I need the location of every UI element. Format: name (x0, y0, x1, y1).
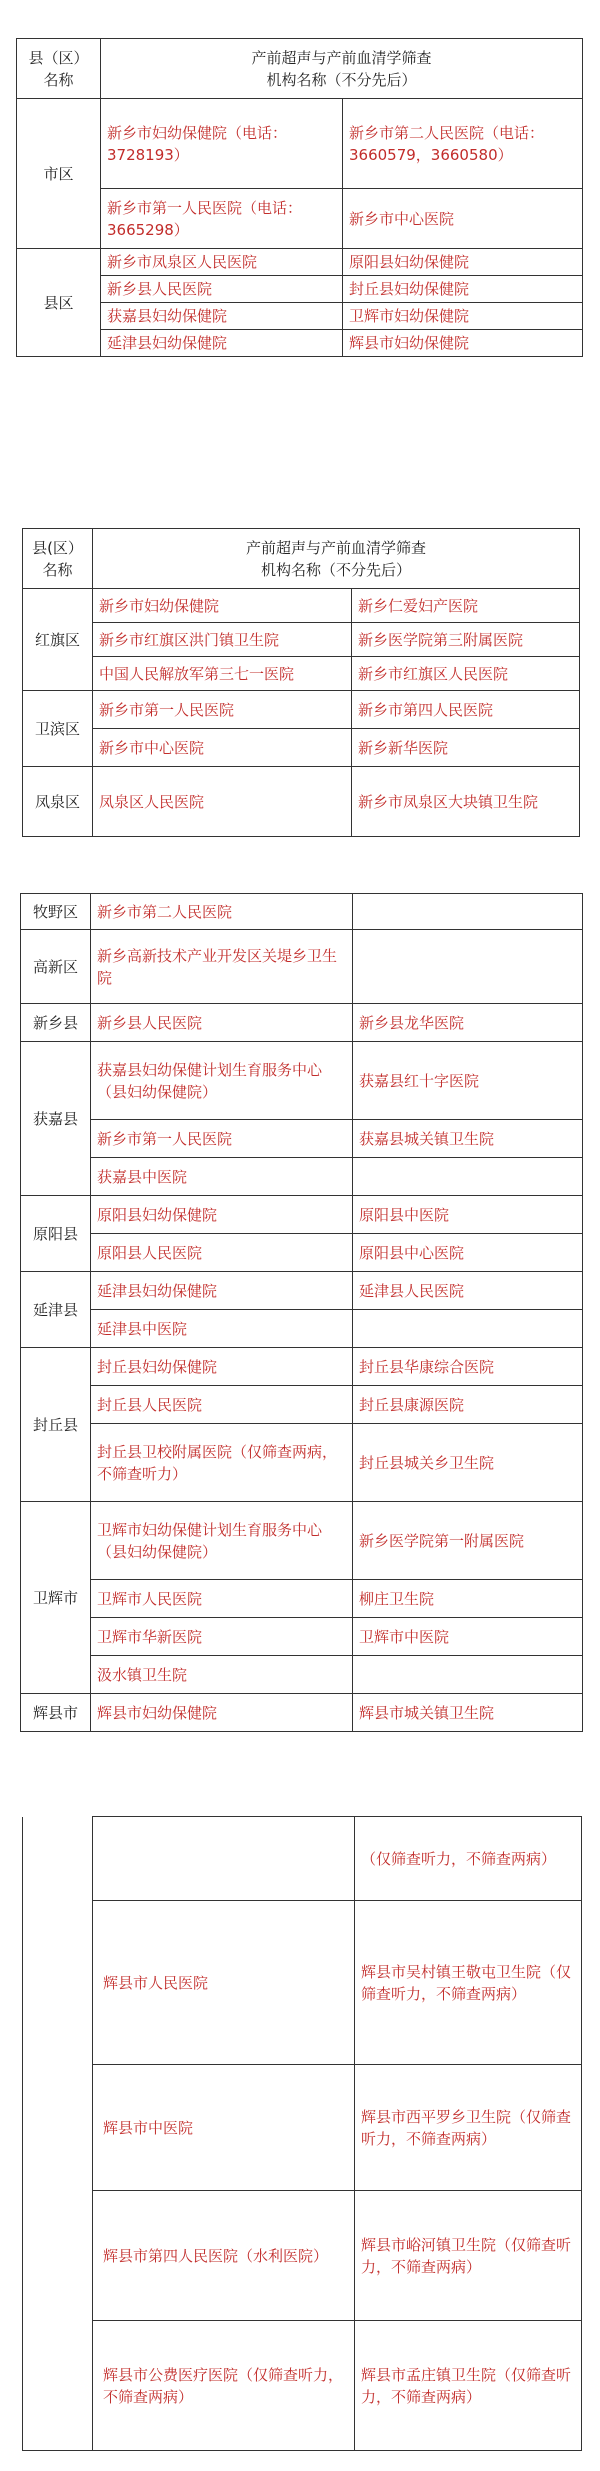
county-label-huixian: 辉县市 (21, 1694, 91, 1732)
table-cell: 延津县妇幼保健院 (91, 1272, 353, 1310)
header-org-line2: 机构名称（不分先后） (266, 70, 417, 89)
table-cell: 卫辉市妇幼保健计划生育服务中心（县妇幼保健院） (91, 1502, 353, 1580)
table-cell: 新乡县人民医院 (91, 1004, 353, 1042)
table-cell: 获嘉县中医院 (91, 1158, 353, 1196)
table-cell: 辉县市公费医疗医院（仅筛查听力，不筛查两病） (93, 2321, 355, 2451)
table-cell: 封丘县卫校附属医院（仅筛查两病，不筛查听力） (91, 1424, 353, 1502)
table-cell: 新乡医学院第一附属医院 (353, 1502, 583, 1580)
table-cell: 原阳县中心医院 (353, 1234, 583, 1272)
table-cell: 新乡市第二人民医院（电话：3660579，3660580） (343, 99, 583, 189)
header-org (93, 529, 580, 589)
table-cell: 获嘉县城关镇卫生院 (353, 1120, 583, 1158)
table-cell: 新乡市第一人民医院 (91, 1120, 353, 1158)
table-cell: 封丘县华康综合医院 (353, 1348, 583, 1386)
county-label-continued (23, 1817, 93, 2451)
table-cell: 辉县市中医院 (93, 2065, 355, 2191)
table-cell: 新乡市红旗区人民医院 (352, 657, 580, 691)
county-label-weibin: 卫滨区 (23, 691, 93, 767)
table-cell: 新乡县龙华医院 (353, 1004, 583, 1042)
table-cell: 新乡医学院第三附属医院 (352, 623, 580, 657)
header-county: 县(区）名称 (23, 529, 93, 589)
table-cell: 新乡市凤泉区大块镇卫生院 (352, 767, 580, 837)
table-cell (353, 1310, 583, 1348)
header-org (101, 39, 583, 99)
table-cell: 新乡市凤泉区人民医院 (101, 249, 343, 276)
table-cell: 新乡县人民医院 (101, 276, 343, 303)
table-cell: 辉县市峪河镇卫生院（仅筛查听力，不筛查两病） (355, 2191, 582, 2321)
table-cell: 辉县市妇幼保健院 (91, 1694, 353, 1732)
county-label-yuanyang: 原阳县 (21, 1196, 91, 1272)
table-cell: 封丘县城关乡卫生院 (353, 1424, 583, 1502)
table-cell: 中国人民解放军第三七一医院 (93, 657, 352, 691)
table-cell (353, 1656, 583, 1694)
table-cell: 汲水镇卫生院 (91, 1656, 353, 1694)
table-cell (353, 1158, 583, 1196)
table-cell: 卫辉市人民医院 (91, 1580, 353, 1618)
table-4 (22, 1816, 582, 2451)
table-cell: 辉县市妇幼保健院 (343, 330, 583, 357)
table-cell: （仅筛查听力，不筛查两病） (355, 1817, 582, 1901)
table-cell: 原阳县妇幼保健院 (343, 249, 583, 276)
county-label-muye: 牧野区 (21, 894, 91, 930)
table-cell: 辉县市西平罗乡卫生院（仅筛查听力，不筛查两病） (355, 2065, 582, 2191)
table-cell: 新乡市第二人民医院 (91, 894, 353, 930)
header-org-line1: 产前超声与产前血清学筛查 (251, 48, 432, 67)
header-org-line1: 产前超声与产前血清学筛查 (246, 538, 427, 557)
table-cell (353, 894, 583, 930)
table-cell: 新乡市妇幼保健院 (93, 589, 352, 623)
table-cell: 凤泉区人民医院 (93, 767, 352, 837)
table-cell: 新乡市第一人民医院（电话：3665298） (101, 189, 343, 249)
county-label-fengquan: 凤泉区 (23, 767, 93, 837)
county-label-huojia: 获嘉县 (21, 1042, 91, 1196)
table-cell: 新乡市妇幼保健院（电话：3728193） (101, 99, 343, 189)
table-cell: 新乡市红旗区洪门镇卫生院 (93, 623, 352, 657)
table-cell: 封丘县妇幼保健院 (91, 1348, 353, 1386)
table-cell: 封丘县妇幼保健院 (343, 276, 583, 303)
table-cell: 卫辉市华新医院 (91, 1618, 353, 1656)
table-cell (353, 930, 583, 1004)
table-cell: 卫辉市妇幼保健院 (343, 303, 583, 330)
county-label-weihui: 卫辉市 (21, 1502, 91, 1694)
table-cell: 新乡高新技术产业开发区关堤乡卫生院 (91, 930, 353, 1004)
table-cell: 延津县人民医院 (353, 1272, 583, 1310)
table-3 (20, 893, 583, 1732)
table-cell: 新乡新华医院 (352, 729, 580, 767)
table-1 (16, 38, 583, 357)
table-cell: 延津县中医院 (91, 1310, 353, 1348)
table-cell: 原阳县人民医院 (91, 1234, 353, 1272)
table-cell: 封丘县人民医院 (91, 1386, 353, 1424)
table-cell: 获嘉县妇幼保健计划生育服务中心（县妇幼保健院） (91, 1042, 353, 1120)
county-label-hongqi: 红旗区 (23, 589, 93, 691)
table-cell: 新乡市第一人民医院 (93, 691, 352, 729)
table-cell: 获嘉县红十字医院 (353, 1042, 583, 1120)
header-county: 县（区）名称 (17, 39, 101, 99)
county-label-fengqiu: 封丘县 (21, 1348, 91, 1502)
table-cell (93, 1817, 355, 1901)
header-org-line2: 机构名称（不分先后） (261, 560, 412, 579)
table-cell: 辉县市第四人民医院（水利医院） (93, 2191, 355, 2321)
table-cell: 辉县市吴村镇王敬屯卫生院（仅筛查听力，不筛查两病） (355, 1901, 582, 2065)
table-cell: 封丘县康源医院 (353, 1386, 583, 1424)
table-cell: 新乡仁爱妇产医院 (352, 589, 580, 623)
table-cell: 新乡市中心医院 (343, 189, 583, 249)
county-label-xianqu: 县区 (17, 249, 101, 357)
table-cell: 辉县市城关镇卫生院 (353, 1694, 583, 1732)
county-label-gaoxin: 高新区 (21, 930, 91, 1004)
table-cell: 原阳县中医院 (353, 1196, 583, 1234)
table-cell: 新乡市第四人民医院 (352, 691, 580, 729)
table-cell: 辉县市人民医院 (93, 1901, 355, 2065)
table-cell: 柳庄卫生院 (353, 1580, 583, 1618)
county-label-yanjin: 延津县 (21, 1272, 91, 1348)
table-cell: 延津县妇幼保健院 (101, 330, 343, 357)
county-label-shiqu: 市区 (17, 99, 101, 249)
table-2 (22, 528, 580, 837)
table-cell: 获嘉县妇幼保健院 (101, 303, 343, 330)
table-cell: 新乡市中心医院 (93, 729, 352, 767)
table-cell: 卫辉市中医院 (353, 1618, 583, 1656)
county-label-xinxiang: 新乡县 (21, 1004, 91, 1042)
table-cell: 原阳县妇幼保健院 (91, 1196, 353, 1234)
table-cell: 辉县市孟庄镇卫生院（仅筛查听力，不筛查两病） (355, 2321, 582, 2451)
